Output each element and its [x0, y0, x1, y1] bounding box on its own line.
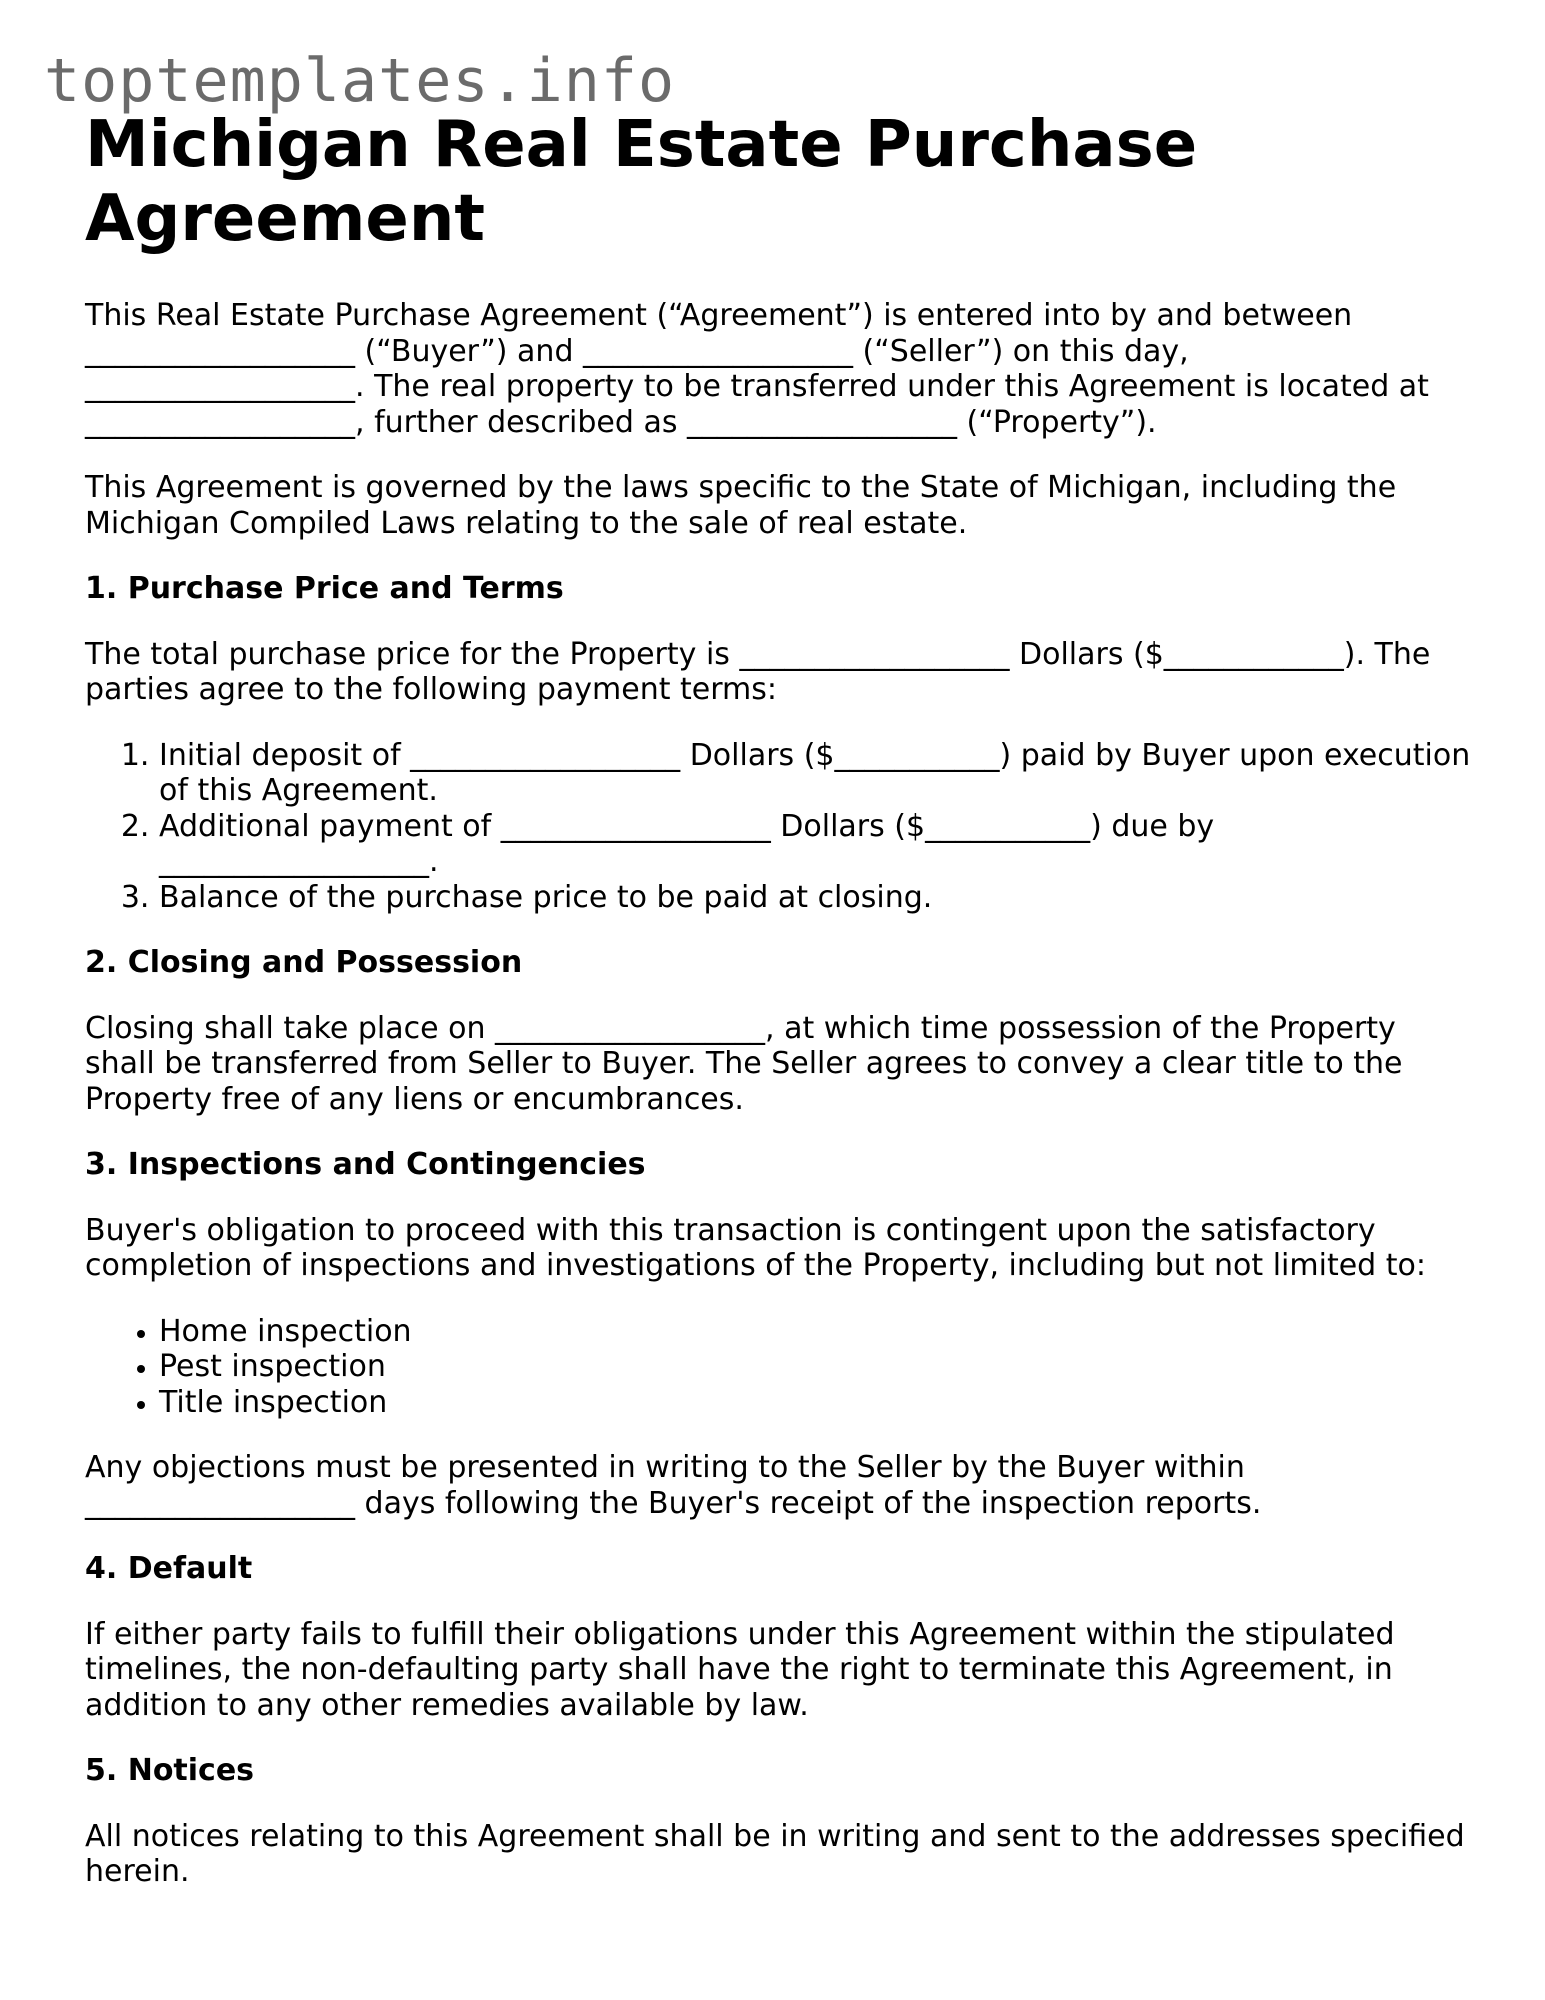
list-item: 3. Balance of the purchase price to be paid at closing. [159, 880, 1475, 916]
list-item: 2. Additional payment of __________________ Dollars ($___________) due by __________________. [159, 809, 1475, 880]
site-watermark: toptemplates.info [44, 46, 676, 116]
section-heading-notices: 5. Notices [85, 1753, 255, 1788]
section-heading-inspections: 3. Inspections and Contingencies [85, 1147, 646, 1182]
payment-terms-list [85, 738, 1475, 916]
objections-paragraph: Any objections must be presented in writing to the Seller by the Buyer within __________________ days following the Buyer's receipt of the inspection reports. [85, 1450, 1262, 1521]
closing-paragraph: Closing shall take place on __________________, at which time possession of the Property shall be transferred from Seller to Buyer. The Seller agrees to convey a clear title to the Property free of any liens or encumbrances. [85, 1010, 1403, 1117]
purchase-price-paragraph: The total purchase price for the Property is __________________ Dollars ($____________). The parties agree to the following payment terms: [85, 636, 1431, 707]
document-page [85, 108, 1475, 1920]
inspections-list [85, 1314, 1475, 1421]
intro-paragraph-governing-law: This Agreement is governed by the laws specific to the State of Michigan, including the Michigan Compiled Laws relating to the sale of real estate. [85, 470, 1397, 541]
list-item: 1. Initial deposit of __________________ Dollars ($___________) paid by Buyer upon execution of this Agreement. [159, 738, 1475, 809]
section-heading-closing: 2. Closing and Possession [85, 945, 523, 980]
intro-paragraph-parties: This Real Estate Purchase Agreement (“Agreement”) is entered into by and between __________________ (“Buyer”) and __________________ (“Seller”) on this day, __________________. The real property to be transferred under this Agreement is located at __________________, further described as __________________ (“Property”). [85, 298, 1429, 440]
list-item: • Home inspection [159, 1314, 1475, 1350]
notices-paragraph: All notices relating to this Agreement shall be in writing and sent to the addresses specified herein. [85, 1818, 1465, 1889]
default-paragraph: If either party fails to fulfill their obligations under this Agreement within the stipulated timelines, the non-defaulting party shall have the right to terminate this Agreement, in addition to any other remedies available by law. [85, 1616, 1395, 1723]
section-heading-default: 4. Default [85, 1551, 253, 1586]
list-item: • Title inspection [159, 1385, 1475, 1421]
document-title: Michigan Real Estate Purchase Agreement [85, 108, 1198, 256]
inspections-paragraph: Buyer's obligation to proceed with this transaction is contingent upon the satisfactory completion of inspections and investigations of the Property, including but not limited to: [85, 1212, 1426, 1283]
list-item: • Pest inspection [159, 1349, 1475, 1385]
section-heading-purchase-price: 1. Purchase Price and Terms [85, 571, 564, 606]
